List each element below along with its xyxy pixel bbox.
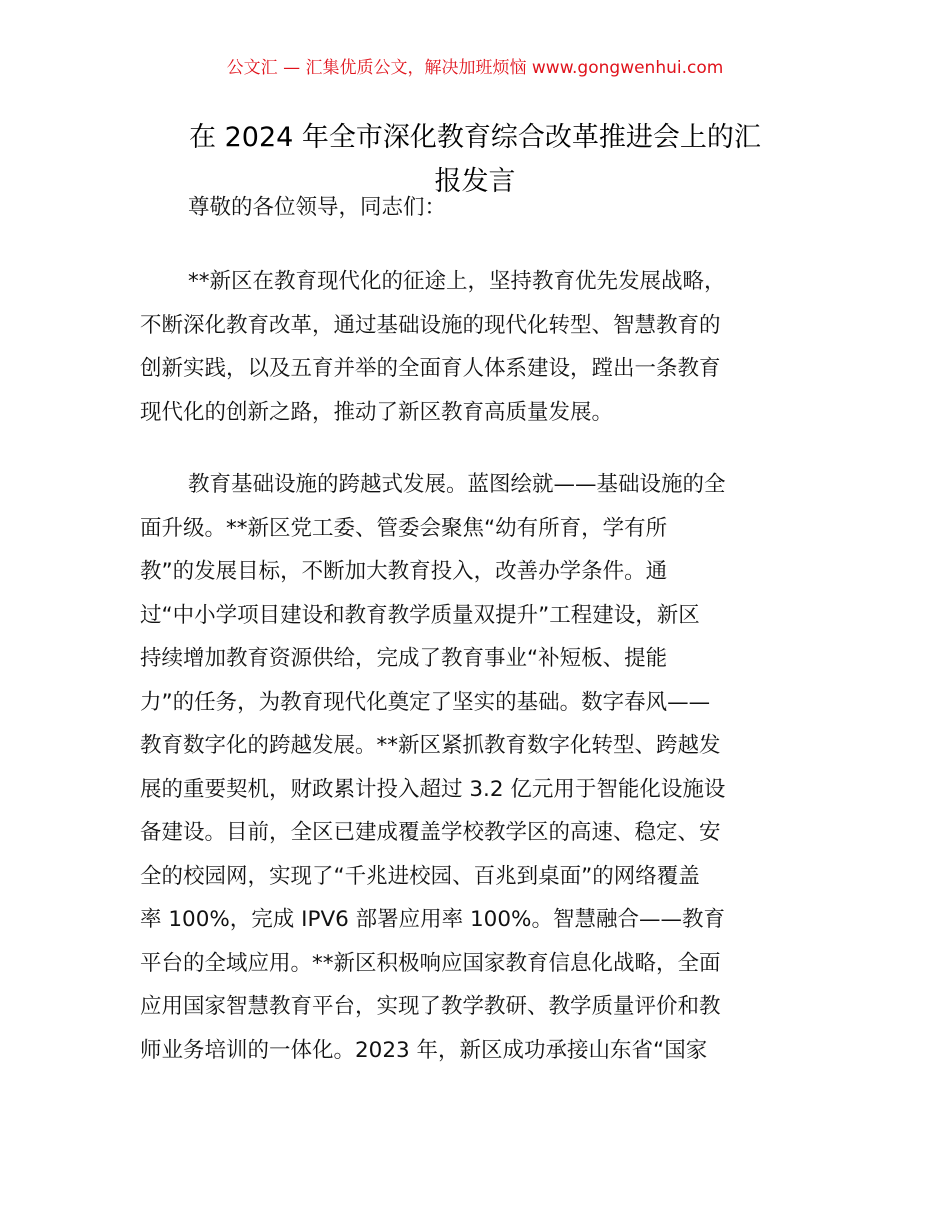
text-line: 展的重要契机，财政累计投入超过 3.2 亿元用于智能化设施设 [140, 776, 726, 802]
greeting [140, 186, 812, 230]
text-line: 持续增加教育资源供给，完成了教育事业“补短板、提能 [140, 646, 668, 671]
paragraph-infrastructure [140, 463, 812, 1072]
text-line: 教育数字化的跨越发展。**新区紧抓教育数字化转型、跨越发 [140, 733, 721, 758]
text-line: 应用国家智慧教育平台，实现了教学教研、教学质量评价和教 [140, 994, 721, 1019]
text-line: 创新实践，以及五育并举的全面育人体系建设，蹚出一条教育 [140, 356, 721, 381]
greeting-text: 尊敬的各位领导，同志们： [188, 195, 447, 220]
paragraph-intro [140, 260, 812, 434]
text-line: 率 100%，完成 IPV6 部署应用率 100%。智慧融合——教育 [140, 907, 725, 932]
text-line: 师业务培训的一体化。2023 年，新区成功承接山东省“国家 [140, 1037, 708, 1063]
text-line: 力”的任务，为教育现代化奠定了坚实的基础。数字春风—— [140, 689, 711, 715]
text-line: 现代化的创新之路，推动了新区教育高质量发展。 [140, 399, 614, 425]
text-line: 全的校园网，实现了“千兆进校园、百兆到桌面”的网络覆盖 [140, 863, 700, 889]
text-line: 不断深化教育改革，通过基础设施的现代化转型、智慧教育的 [140, 312, 721, 338]
text-line: 平台的全域应用。**新区积极响应国家教育信息化战略，全面 [140, 950, 721, 976]
text-line: 面升级。**新区党工委、管委会聚焦“幼有所育，学有所 [140, 515, 668, 541]
text-line: 教”的发展目标，不断加大教育投入，改善办学条件。通 [140, 559, 668, 584]
title-line: 在 2024 年全市深化教育综合改革推进会上的汇 [189, 122, 761, 153]
title-line: 报发言 [434, 166, 516, 197]
banner-text: 公文汇 — 汇集优质公文，解决加班烦恼 www.gongwenhui.com [226, 58, 724, 78]
text-line: 过“中小学项目建设和教育教学质量双提升”工程建设，新区 [140, 602, 700, 628]
text-line: 教育基础设施的跨越式发展。蓝图绘就——基础设施的全 [188, 472, 726, 497]
text-line: 备建设。目前，全区已建成覆盖学校教学区的高速、稳定、安 [140, 820, 721, 845]
site-banner [0, 56, 950, 80]
text-line: **新区在教育现代化的征途上，坚持教育优先发展战略， [188, 269, 726, 294]
